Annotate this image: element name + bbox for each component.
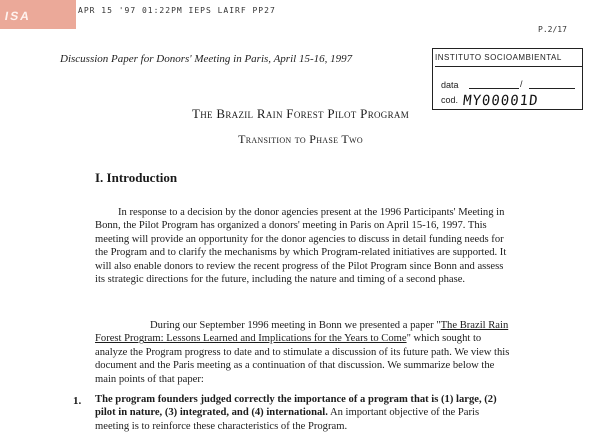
section-heading: I. Introduction [95, 170, 178, 185]
fax-header-line: APR 15 '97 01:22PM IEPS LAIRF PP27 [78, 6, 276, 15]
list-item-number: 1. [73, 395, 82, 407]
watermark-logo-text: ISA [3, 9, 33, 23]
page-subtitle: Transition to Phase Two [238, 132, 363, 146]
stamp-date-separator: / [520, 79, 523, 89]
stamp-cod-value: MY00001D [462, 93, 540, 109]
stamp-institution: INSTITUTO SOCIOAMBIENTAL [435, 53, 582, 67]
document-header: Discussion Paper for Donors' Meeting in Paris, April 15-16, 1997 [60, 53, 353, 65]
paragraph-bonn-rest: " which sought to analyze the Program progress to date and to stimulate a discussion of its future path. We view this document and the Paris meeting as a continuation of that discussion. We summarize below the main points of that paper: [95, 333, 510, 385]
fax-page-number: P.2/17 [538, 25, 567, 34]
paragraph-intro: In response to a decision by the donor agencies present at the 1996 Participants' Meeting in Bonn, the Pilot Program has organized a donors' meeting in Paris on April 15-16, 1997. This meeting will provide an opportunity for the donor agencies to discuss in detail funding needs for the Program and to clarify the mechanisms by which Program-related initiatives are supported. It will also enable donors to review the recent progress of the Pilot Program since Bonn and assess its strategic directions for the future, including the nature and timing of a second phase. [95, 207, 507, 286]
paragraph-bonn-lead: During our September 1996 meeting in Bonn we presented a paper " [150, 320, 441, 331]
list-item-rest: An important objective of the Paris meeting is to reinforce these characteristics of the Program. [95, 407, 480, 432]
page-title: The Brazil Rain Forest Pilot Program [191, 106, 409, 121]
list-item [95, 393, 515, 433]
stamp-date-line [529, 88, 575, 89]
watermark-logo [0, 0, 76, 29]
paragraph-bonn [95, 319, 510, 386]
list-item-bold: The program founders judged correctly the importance of a program that is (1) large, (2) pilot in nature, (3) integrated, and (4) international. [95, 394, 497, 419]
stamp-cod-label: cod. [441, 95, 459, 105]
paper-title-reference: The Brazil Rain Forest Program: Lessons Learned and Implications for the Years to Come [95, 320, 509, 345]
archive-stamp [432, 48, 583, 110]
stamp-date-line [469, 88, 519, 89]
stamp-date-label: data [441, 80, 459, 90]
